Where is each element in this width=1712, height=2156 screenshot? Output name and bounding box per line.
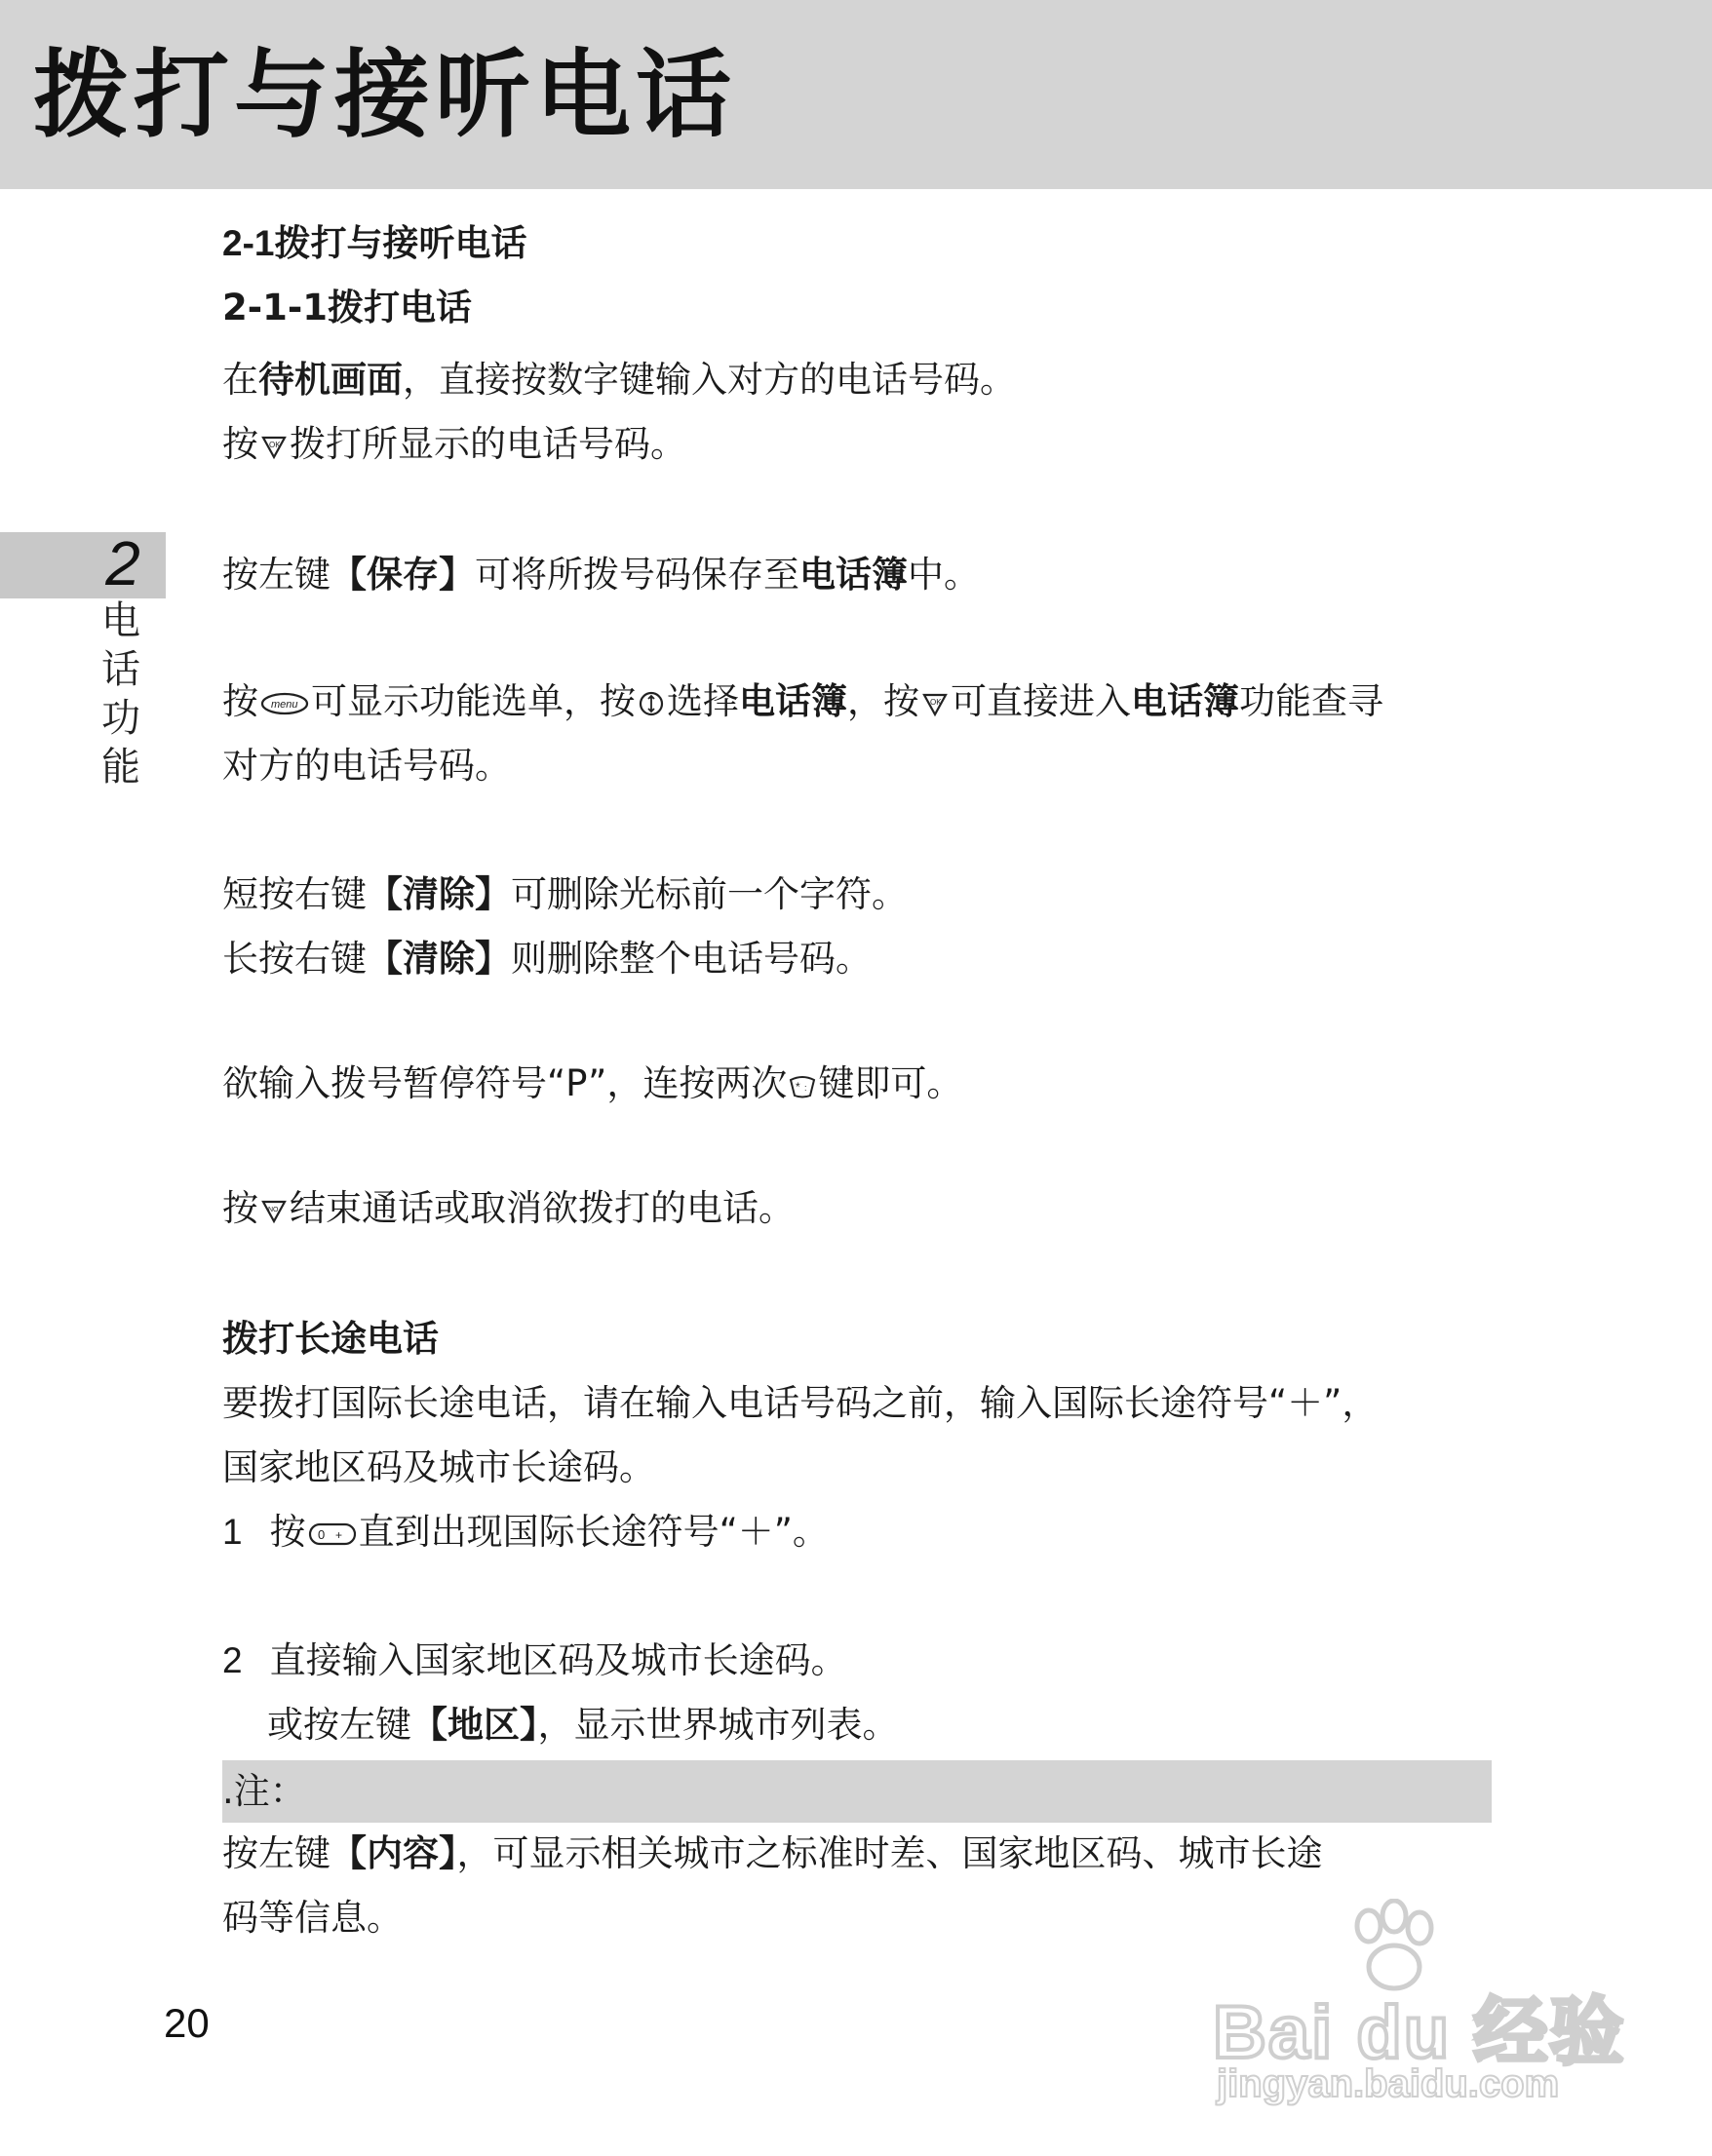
ok-send-key-icon — [921, 690, 949, 717]
end-no-key-icon — [260, 1197, 288, 1224]
intl-step-2-line2: 或按左键【地区】，显示世界城市列表。 — [267, 1704, 899, 1746]
intl-step-1: 1 按 0 + 直到出现国际长途符号“＋”。 — [222, 1511, 829, 1553]
paragraph-short-clear: 短按右键【清除】可删除光标前一个字符。 — [222, 873, 908, 915]
star-key-icon — [789, 1072, 816, 1099]
page-number: 20 — [164, 2000, 210, 2046]
header-band — [0, 0, 1712, 189]
svg-text:OK: OK — [269, 441, 281, 449]
svg-text:OK: OK — [930, 698, 942, 707]
svg-text:NO: NO — [268, 1207, 279, 1213]
paragraph-menu: 按 menu 可显示功能选单，按 选择电话簿，按 OK 可直接进入电话簿功能查寻 — [222, 680, 1383, 722]
watermark-url: jingyan.baidu.com — [1217, 2062, 1560, 2105]
chapter-label-char: 话 — [101, 647, 140, 692]
navigation-key-icon — [638, 690, 665, 717]
chapter-label — [94, 597, 148, 791]
intl-paragraph-line2: 国家地区码及城市长途码。 — [222, 1446, 655, 1488]
paragraph-send: 按 OK 拨打所显示的电话号码。 — [222, 423, 686, 465]
intl-step-2: 2 直接输入国家地区码及城市长途码。 — [222, 1639, 847, 1681]
chapter-number: 2 — [105, 528, 140, 598]
chapter-label-char: 电 — [101, 598, 140, 643]
intl-heading: 拨打长途电话 — [222, 1318, 439, 1360]
chapter-label-char: 能 — [101, 745, 140, 789]
svg-text:menu: menu — [271, 699, 298, 711]
zero-plus-key-icon — [308, 1521, 357, 1548]
svg-text:0: 0 — [317, 1527, 325, 1542]
watermark — [1213, 1899, 1626, 2113]
paragraph-standby: 在待机画面，直接按数字键输入对方的电话号码。 — [222, 359, 1016, 401]
paragraph-menu-line2: 对方的电话号码。 — [222, 745, 511, 787]
section-heading: 2-1拨打与接听电话 — [222, 223, 527, 263]
note-line2: 码等信息。 — [222, 1897, 403, 1939]
note-line1: 按左键【内容】，可显示相关城市之标准时差、国家地区码、城市长途 — [222, 1832, 1323, 1874]
note-bar — [222, 1760, 1492, 1823]
note-label: .注： — [222, 1770, 306, 1812]
page-header-title: 拨打与接听电话 — [33, 40, 737, 151]
svg-text:+: + — [334, 1528, 342, 1542]
svg-text:*: * — [796, 1080, 801, 1094]
paragraph-end-call: 按 NO 结束通话或取消欲拨打的电话。 — [222, 1187, 795, 1229]
paragraph-pause: 欲输入拨号暂停符号“P”，连按两次 * : 键即可。 — [222, 1062, 963, 1104]
ok-send-key-icon — [260, 433, 288, 460]
subsection-heading: 2-1-1拨打电话 — [222, 287, 472, 328]
svg-text::: : — [804, 1083, 807, 1093]
watermark-brand: Bai du 经验 — [1213, 1991, 1626, 2074]
chapter-label-char: 功 — [101, 696, 140, 741]
paragraph-save: 按左键【保存】可将所拨号码保存至电话簿中。 — [222, 554, 980, 596]
menu-key-icon — [260, 690, 309, 717]
intl-paragraph-line1: 要拨打国际长途电话，请在输入电话号码之前，输入国际长途符号“＋”， — [222, 1382, 1379, 1424]
paragraph-long-clear: 长按右键【清除】则删除整个电话号码。 — [222, 938, 872, 980]
